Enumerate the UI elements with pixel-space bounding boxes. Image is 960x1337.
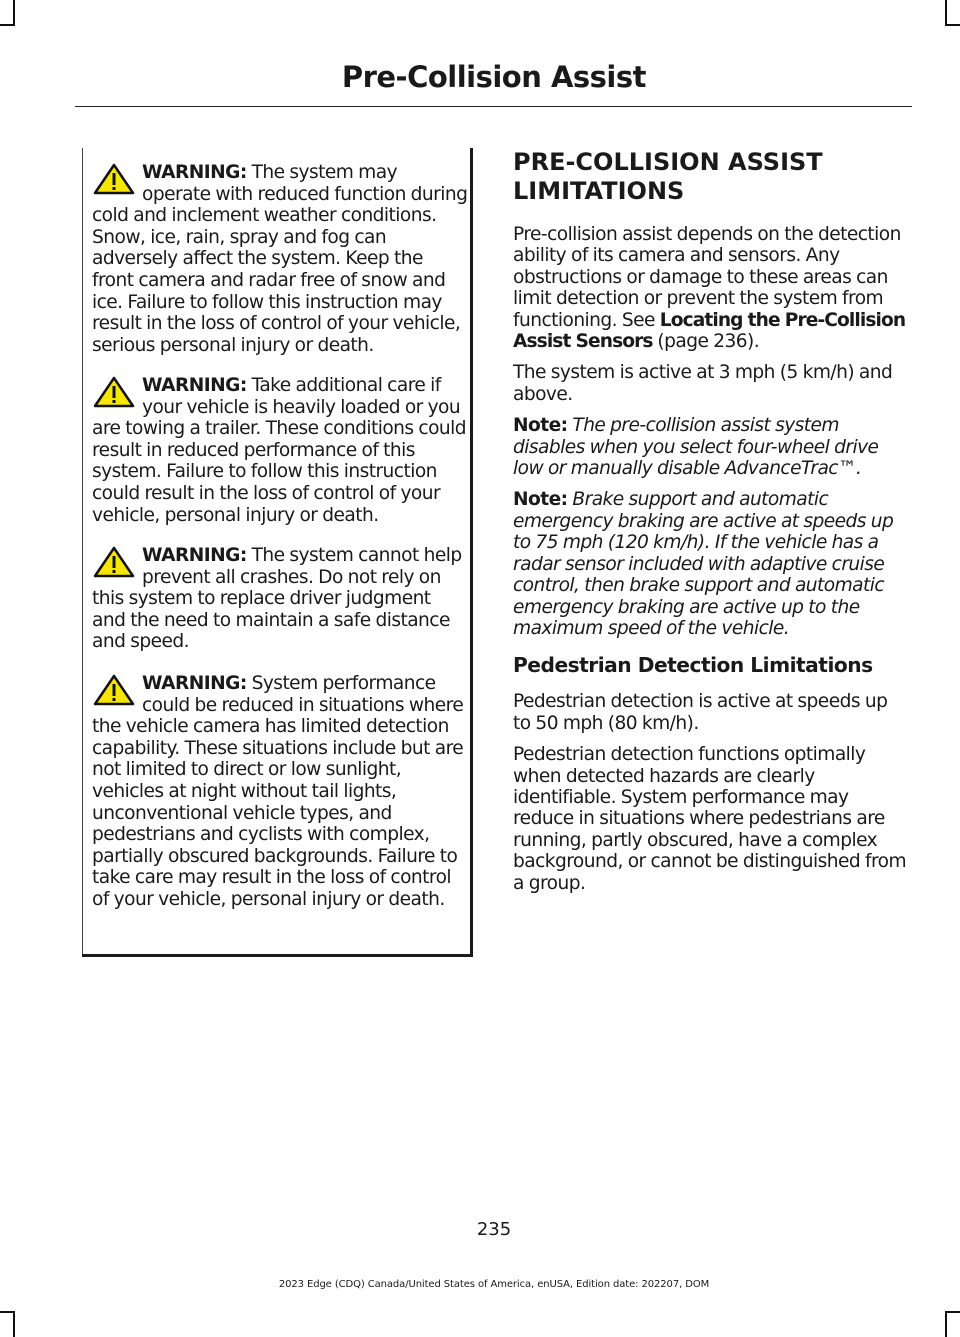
warning-label: WARNING:	[142, 545, 247, 566]
paragraph-pedestrian-optimal: Pedestrian detection functions optimally when detected hazards are clearly identifiable. System performance may reduce in situations where pedestrians are running, partly obscured, have a complex background, or cannot be distinguished from a group.	[513, 744, 907, 894]
crop-mark	[945, 0, 947, 26]
warning-label: WARNING:	[142, 162, 247, 183]
warning-triangle-icon	[92, 162, 136, 196]
warning-triangle-icon	[92, 673, 136, 707]
warning-box	[82, 148, 473, 957]
section-heading-line-1: PRE-COLLISION ASSIST	[513, 148, 823, 176]
note-brake-support	[513, 489, 909, 639]
note-label: Note:	[513, 489, 568, 511]
crop-mark	[13, 0, 15, 26]
warning-text: System performance could be reduced in situations where the vehicle camera has limited detection capability. These situations include but are not limited to direct or low sunlight, vehicles at night without tail lights, unconventional vehicle types, and pedestrians and cyclists with complex, partially obscured backgrounds. Failure to take care may result in the loss of control of your vehicle, personal injury or death.	[92, 673, 464, 910]
warning-text: The system may operate with reduced function during cold and inclement weather conditions. Snow, ice, rain, spray and fog can adversely affect the system. Keep the front camera and radar free of snow and ice. Failure to follow this instruction may result in the loss of control of your vehicle, serious personal injury or death.	[92, 162, 468, 356]
crop-mark	[13, 1311, 15, 1337]
paragraph-pedestrian-speed: Pedestrian detection is active at speeds up to 50 mph (80 km/h).	[513, 691, 888, 734]
note-four-wheel	[513, 415, 909, 479]
note-label: Note:	[513, 415, 568, 437]
crop-mark	[945, 1311, 960, 1313]
warning-triangle-icon	[92, 375, 136, 409]
crop-mark	[0, 1311, 15, 1313]
sensor-location-link[interactable]: Locating the Pre-Collision Assist Sensors	[513, 309, 906, 353]
note-text: The pre-collision assist system disables when you select four-wheel drive low or manually disable AdvanceTrac™.	[513, 415, 879, 480]
subheading-pedestrian: Pedestrian Detection Limitations	[513, 653, 873, 678]
section-heading-line-2: LIMITATIONS	[513, 177, 685, 205]
page-title: Pre-Collision Assist	[341, 60, 646, 94]
warning-label: WARNING:	[142, 375, 247, 396]
warning-weather	[92, 162, 468, 356]
warning-load	[92, 375, 468, 526]
warning-triangle-icon	[92, 545, 136, 579]
warning-label: WARNING:	[142, 673, 247, 694]
page-number: 235	[476, 1219, 512, 1240]
footer-edition: 2023 Edge (CDQ) Canada/United States of America, enUSA, Edition date: 202207, DOM	[278, 1279, 710, 1290]
note-text: Brake support and automatic emergency braking are active at speeds up to 75 mph (120 km/h). If the vehicle has a radar sensor included with adaptive cruise control, then brake support and automatic emergency braking are active up to the maximum speed of the vehicle.	[513, 489, 894, 639]
warning-crashes	[92, 545, 468, 653]
limitations-section	[513, 148, 909, 894]
warning-text: Take additional care if your vehicle is heavily loaded or you are towing a trailer. These conditions could result in reduced performance of this system. Failure to follow this instruction could result in the loss of control of your vehicle, personal injury or death.	[92, 375, 467, 526]
paragraph-text: Pre-collision assist depends on the detection ability of its camera and sensors. Any obstructions or damage to these areas can limit detection or prevent the system from functioning. See	[513, 224, 901, 331]
warning-text: The system cannot help prevent all crashes. Do not rely on this system to replace driver judgment and the need to maintain a safe distance and speed.	[92, 545, 462, 653]
paragraph-detection	[513, 224, 909, 352]
page-reference: (page 236).	[652, 331, 760, 353]
crop-mark	[945, 1311, 947, 1337]
crop-mark	[945, 24, 960, 26]
warning-box-left-rule	[82, 148, 83, 954]
warning-camera	[92, 673, 468, 911]
paragraph-active-speed: The system is active at 3 mph (5 km/h) and above.	[513, 362, 893, 405]
section-heading	[513, 148, 909, 206]
crop-mark	[0, 24, 15, 26]
title-divider	[75, 106, 912, 107]
